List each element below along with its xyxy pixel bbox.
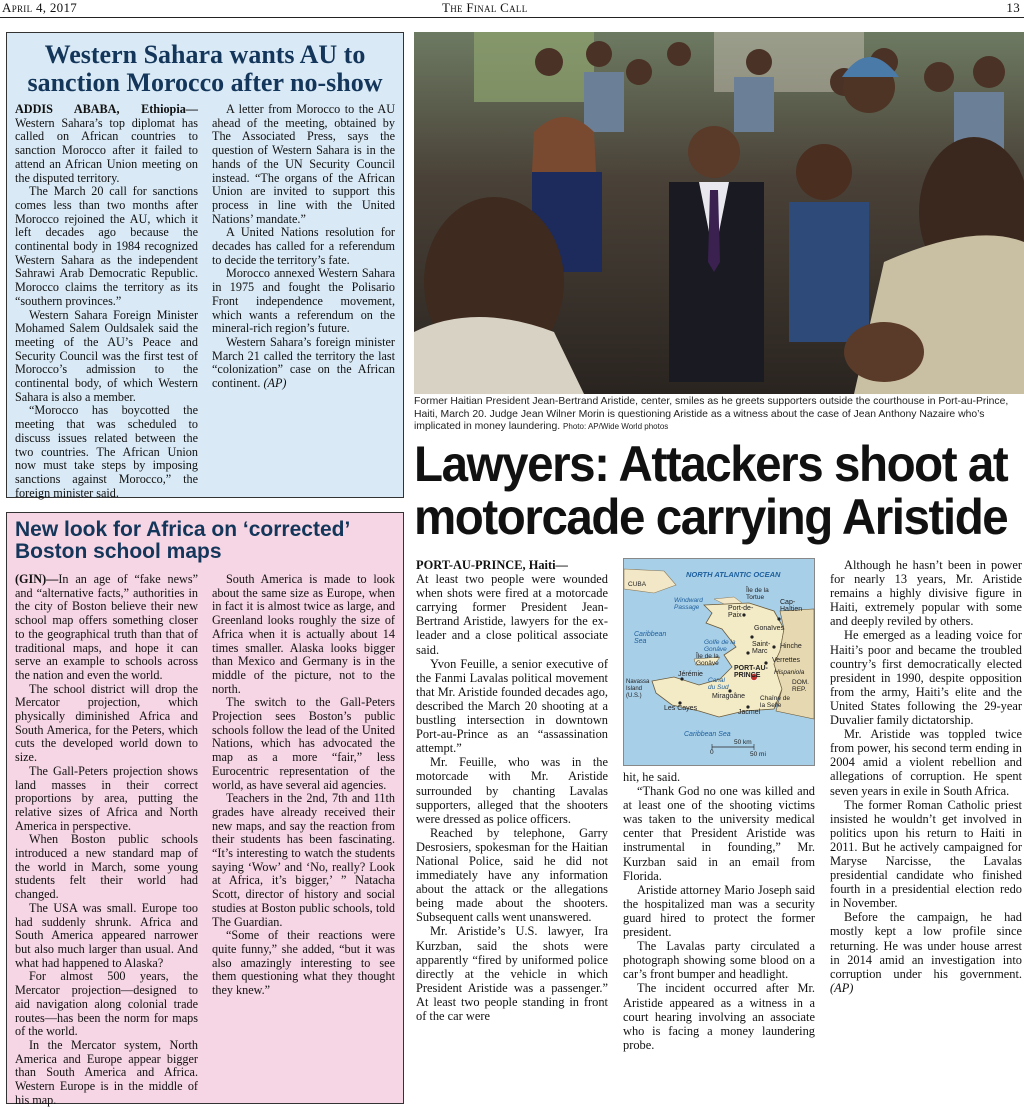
map-scale-label: 50 mi [750, 751, 766, 758]
boston-maps-article [6, 512, 404, 1107]
map-label: PORT-AU-PRINCE [734, 665, 768, 679]
article-paragraph [416, 558, 608, 657]
map-label: Hispaniola [774, 669, 805, 676]
map-label: Chaîne de la Selle [760, 695, 790, 709]
photo-caption [414, 396, 1022, 434]
article-paragraph: “Thank God no one was killed and at least one of the shooting victims was taken to the university medical center that President Aristide was instrumental in founding,” Mr. Kurzban said in an email from Florida. [623, 784, 815, 883]
article-paragraph [830, 910, 1022, 995]
paragraph-text: At least two people were wounded when shots were fired at a motorcade carrying former President Jean-Bertrand Aristide, lawyers for the ex-leader and a close political associate said. [416, 572, 608, 657]
article-paragraph: hit, he said. [623, 770, 681, 784]
article-paragraph: Reached by telephone, Garry Desrosiers, spokesman for the Haitian National Police, said he did not immediately have any information about the attack or the allegations being made about the shooters. Subsequent calls went unanswered. [416, 825, 608, 925]
article-column [15, 102, 198, 500]
article-paragraph: Mr. Aristide’s U.S. lawyer, Ira Kurzban, said the shots were apparently “fired by uniformed police directly at the vehicle in which President Aristide was a passenger.” At least two people standing in front of the car were [416, 924, 608, 1023]
map-label: Les Cayes [664, 705, 698, 712]
page-number: 13 [1006, 0, 1020, 15]
article-column [830, 558, 1022, 1106]
dateline: (GIN)— [15, 572, 59, 586]
map-label: Windward Passage [674, 597, 703, 611]
article-column [15, 572, 198, 1107]
map-label: Saint-Marc [752, 641, 771, 655]
source-credit: (AP) [830, 980, 854, 995]
dateline: PORT-AU-PRINCE, Haiti— [416, 558, 568, 572]
article-paragraph: South America is made to look about the same size as Europe, when in fact it is almost twice as large, and Greenland looks roughly the size of Africa when it is actually about 14 times smaller. Alaska looks bigger than Mexico and Germany is in the middle of the picture, not to the north. [212, 572, 395, 696]
article-paragraph: Although he hasn’t been in power for nearly 13 years, Mr. Aristide remains a highly divisive figure in Haiti, extremely popular with some and deeply reviled by others. [830, 558, 1022, 629]
map-label: Canal du Sud [708, 677, 729, 691]
map-label: Île de la Gonâve [696, 653, 719, 667]
map-scale-label: 0 [710, 749, 714, 756]
article-paragraph: Teachers in the 2nd, 7th and 11th grades have already received their new maps, and say the reaction from their students has been fascinating. “It’s interesting to watch the students saying ‘Wow’ and ‘No, really? Look at Africa, it’s bigger,’ ” Natacha Scott, director of history and social studies at Boston public schools, told The Guardian. [212, 791, 395, 929]
article-paragraph: “Morocco has boycotted the meeting that was scheduled to discuss issues related between the two countries. The African Union now must take steps by imposing sanctions against Morocco,” the foreign minister said. [15, 403, 198, 500]
article-paragraph: The March 20 call for sanctions comes less than two months after Morocco rejoined the AU, which it left decades ago because the continental body in 1984 recognized Western Sahara as the independent Sahrawi Arab Democratic Republic. Morocco claims the territory as its “southern provinces.” [15, 184, 198, 308]
article-paragraph: For almost 500 years, the Mercator projection—designed to aid navigation along colonial trade routes—has been the norm for maps of the world. [15, 969, 198, 1039]
article-paragraph: Yvon Feuille, a senior executive of the Fanmi Lavalas political movement that Mr. Aristide founded decades ago, described the March 20 shooting at a bustling intersection in downtown Port-au-Prince as an “assassination attempt.” [416, 656, 608, 756]
article-paragraph [15, 573, 198, 683]
photo-credit: Photo: AP/Wide World photos [563, 422, 669, 432]
aristide-photo [414, 32, 1024, 394]
headline-line: Lawyers: Attackers shoot at [414, 436, 1008, 492]
caption-text: Former Haitian President Jean-Bertrand Aristide, center, smiles as he greets supporters outside the courthouse in Port-au-Prince, Haiti, March 20. Judge Jean Wilner Morin is questioning Aristide as a witness about the case of Jean Anthony Nazaire who’s implicated in money laundering. [414, 396, 1009, 433]
paragraph-text: In an age of “fake news” and “alternative facts,” authorities in the city of Boston believe their new school map offers something closer to the geographical truth than that of traditional maps, and hope it can serve an example to schools across the nation and even the world. [15, 572, 198, 682]
western-sahara-article [6, 32, 404, 498]
article-paragraph: Aristide attorney Mario Joseph said the hospitalized man was a security guard hired to protect the former president. [623, 882, 815, 940]
paragraph-text: Western Sahara’s top diplomat has called on African countries to sanction Morocco after it failed to attend an African Union meeting on the disputed territory. [15, 115, 198, 185]
article-paragraph: The switch to the Gall-Peters Projection sees Boston’s public schools follow the lead of the United Nations, which has advocated the map as a more “fair,” less Eurocentric representation of the world, as have several aid agencies. [212, 695, 395, 792]
map-label: Caribbean Sea [634, 631, 667, 645]
article-paragraph: A United Nations resolution for decades has called for a referendum to decide the territory’s fate. [212, 225, 395, 267]
map-label: Île de la Tortue [746, 587, 769, 601]
article-column [623, 558, 815, 1106]
map-label: Gonaïves [754, 625, 784, 632]
article-paragraph: In the Mercator system, North America and Europe appear bigger than South America and Africa. Western Europe is in the middle of his map. [15, 1037, 198, 1107]
page-header [0, 0, 1024, 18]
article-paragraph: The USA was small. Europe too had suddenly shrunk. Africa and South America appeared narrower but also much larger than usual. And what had happened to Alaska? [15, 900, 198, 970]
article-paragraph: The former Roman Catholic priest insisted he wouldn’t get involved in politics upon his return to Haiti in 2011. But he actively campaigned for Maryse Narcisse, the Lavalas presidential candidate who finished fourth in a presidential election redo in November. [830, 797, 1022, 911]
article-column [212, 103, 395, 493]
boston-maps-body [15, 572, 395, 1107]
map-scale-label: 50 km [734, 739, 752, 746]
article-paragraph [212, 336, 395, 391]
map-label: Golfe de la Gonâve [704, 639, 736, 653]
article-paragraph: Western Sahara Foreign Minister Mohamed Salem Ouldsalek said the meeting of the AU’s Peace and Security Council was the first test of Morocco’s admission to the continental body, of which Western Sahara is also a member. [15, 307, 198, 404]
aristide-headline [414, 436, 1008, 545]
article-paragraph: A letter from Morocco to the AU ahead of the meeting, obtained by The Associated Press, says the question of Western Sahara is in the hands of the UN Security Council instead. “The organs of the African Union are invited to support this process in line with the United Nations’ mandate.” [212, 102, 395, 226]
article-paragraph: The Gall-Peters projection shows land masses in their correct proportions by area, putting the relative sizes of Africa and North America in perspective. [15, 763, 198, 833]
map-label: Verrettes [772, 657, 801, 664]
article-paragraph: “Some of their reactions were quite funny,” she added, “but it was also amazingly interesting to see them questioning what they thought they knew.” [212, 928, 395, 998]
map-label: DOM. REP. [792, 679, 809, 693]
map-label: Cap-Haïtien [780, 599, 803, 613]
article-paragraph: The incident occurred after Mr. Aristide appeared as a witness in a court hearing involving an associate who is facing a money laundering probe. [623, 981, 815, 1052]
map-label: Caribbean Sea [684, 731, 731, 738]
headline-line: motorcade carrying Aristide [414, 489, 1008, 545]
source-credit: (AP) [263, 376, 287, 391]
article-column [416, 558, 608, 1106]
map-label: CUBA [628, 581, 647, 588]
article-paragraph: Mr. Aristide was toppled twice from power, his second term ending in 2004 amid a violent rebellion and allegations of corruption. He spent seven years in exile in South Africa. [830, 727, 1022, 798]
western-sahara-headline: Western Sahara wants AU to sanction Morocco after no-show [27, 40, 383, 97]
crowd-photo-illustration [414, 32, 1024, 394]
haiti-map [623, 558, 815, 766]
paragraph-text: Western Sahara’s foreign minister March 21 called the territory the last “colonization” case on the African continent. [212, 334, 395, 391]
map-label: Jacmel [738, 709, 761, 716]
article-paragraph: When Boston public schools introduced a new standard map of the world in March, some young students felt their world had changed. [15, 832, 198, 902]
article-paragraph: He emerged as a leading voice for Haiti’s poor and became the troubled country’s first democratically elected president in 1990, despite opposition from the army, Haiti’s elite and the United States following the 29-year Duvalier family dictatorship. [830, 628, 1022, 728]
article-paragraph: Morocco annexed Western Sahara in 1975 and fought the Polisario Front independence movement, which wants a referendum on the mineral-rich region’s future. [212, 266, 395, 336]
boston-maps-headline: New look for Africa on ‘corrected’ Boston school maps [15, 518, 350, 564]
map-label: NORTH ATLANTIC OCEAN [686, 570, 781, 579]
paragraph-text: Before the campaign, he had mostly kept a low profile since returning. He was under house arrest in 2014 amid an investigation into corruption under his government. [830, 910, 1022, 981]
map-label: Jérémie [678, 671, 703, 678]
article-column [212, 573, 395, 1099]
map-label: Port-de-Paix [728, 605, 754, 619]
dateline: ADDIS ABABA, Ethiopia— [15, 102, 198, 116]
map-label: Hinche [780, 643, 802, 650]
article-paragraph [15, 103, 198, 185]
western-sahara-body [15, 102, 395, 500]
map-label: Miragoâne [712, 693, 746, 700]
publication-name: The Final Call [442, 0, 528, 15]
map-label: Navassa Island (U.S.) [626, 679, 650, 699]
article-paragraph: Mr. Feuille, who was in the motorcade with Mr. Aristide surrounded by chanting Lavalas supporters, alleged that the shooters were dressed as police officers. [416, 755, 608, 826]
article-paragraph: The school district will drop the Mercator projection, which physically diminished Africa and South America, for the Peters, which cuts the developed world down to size. [15, 681, 198, 765]
article-paragraph: The Lavalas party circulated a photograph showing some blood on a car’s front bumper and headlight. [623, 939, 815, 982]
issue-date: April 4, 2017 [2, 0, 78, 15]
